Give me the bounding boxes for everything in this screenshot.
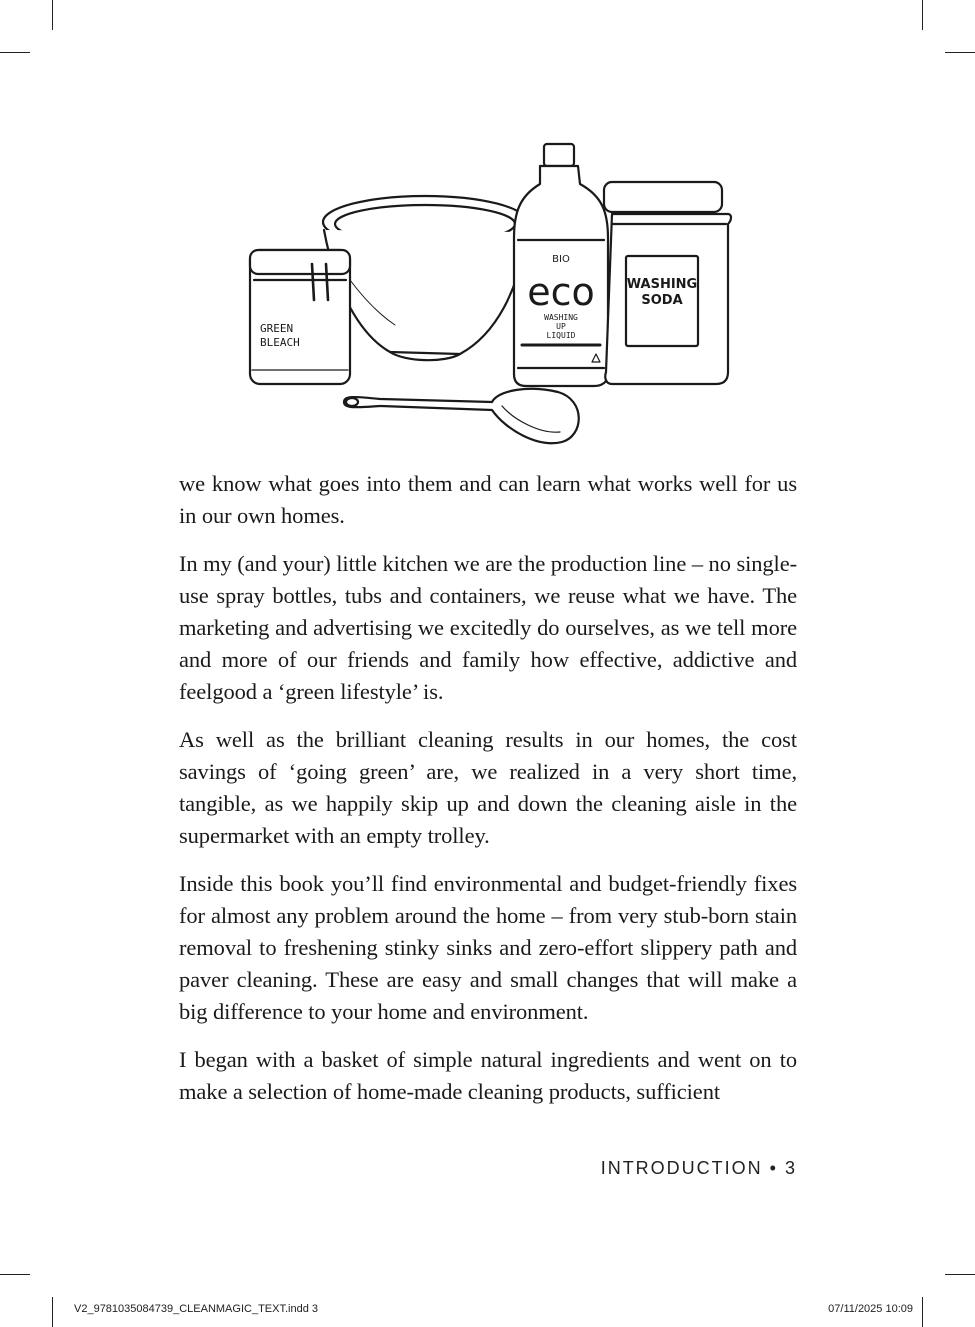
slug-filename: V2_9781035084739_CLEANMAGIC_TEXT.indd 3 — [74, 1303, 318, 1315]
bleach-jar-label: BLEACH — [260, 336, 300, 349]
cleaning-supplies-illustration — [240, 140, 740, 450]
body-text — [179, 468, 797, 1124]
crop-mark — [922, 0, 923, 30]
crop-mark — [0, 1274, 30, 1275]
crop-mark — [0, 52, 30, 53]
bottle-brand-text: eco — [527, 270, 595, 314]
bottle-bio-text: BIO — [552, 254, 570, 265]
running-foot-page-number: INTRODUCTION • 3 — [600, 1158, 797, 1178]
bleach-jar-drawing — [250, 250, 350, 384]
crop-mark — [945, 52, 975, 53]
crop-mark — [945, 1274, 975, 1275]
bottle-label-text: UP — [556, 322, 566, 331]
bottle-label-text: WASHING — [544, 313, 578, 322]
crop-mark — [922, 1297, 923, 1327]
washing-up-bottle-drawing — [514, 144, 608, 386]
soda-label-text: WASHING — [626, 277, 698, 292]
paragraph: In my (and your) little kitchen we are the production line – no single-use spray bottles, tubs and containers, we reuse what we have. The marketing and advertising we excitedly do ourselves, as we tell more and more of our friends and family how effective, addictive and feelgood a ‘green lifestyle’ is. — [179, 551, 797, 704]
mixing-bowl-drawing — [323, 196, 527, 360]
paragraph: Inside this book you’ll find environmental and budget-friendly fixes for almost any problem around the home – from very stub-born stain removal to freshening stinky sinks and zero-effort slippery path and paver cleaning. These are easy and small changes that will make a big difference to your home and environment. — [179, 871, 797, 1024]
washing-soda-tub-drawing — [604, 182, 731, 384]
bottle-label-text: LIQUID — [546, 331, 576, 340]
slug-datetime: 07/11/2025 10:09 — [828, 1303, 913, 1315]
crop-mark — [52, 1297, 53, 1327]
paragraph: I began with a basket of simple natural ingredients and went on to make a selection of home-made cleaning products, sufficient — [179, 1047, 797, 1104]
bleach-jar-label: GREEN — [260, 322, 294, 335]
paragraph: As well as the brilliant cleaning results in our homes, the cost savings of ‘going green’ are, we realized in a very short time, tangible, as we happily skip up and down the cleaning aisle in the supermarket with an empty trolley. — [179, 727, 797, 848]
soda-label-text: SODA — [641, 293, 683, 308]
wooden-spoon-drawing — [344, 389, 579, 443]
paragraph: we know what goes into them and can learn what works well for us in our own homes. — [179, 471, 797, 528]
crop-mark — [52, 0, 53, 30]
